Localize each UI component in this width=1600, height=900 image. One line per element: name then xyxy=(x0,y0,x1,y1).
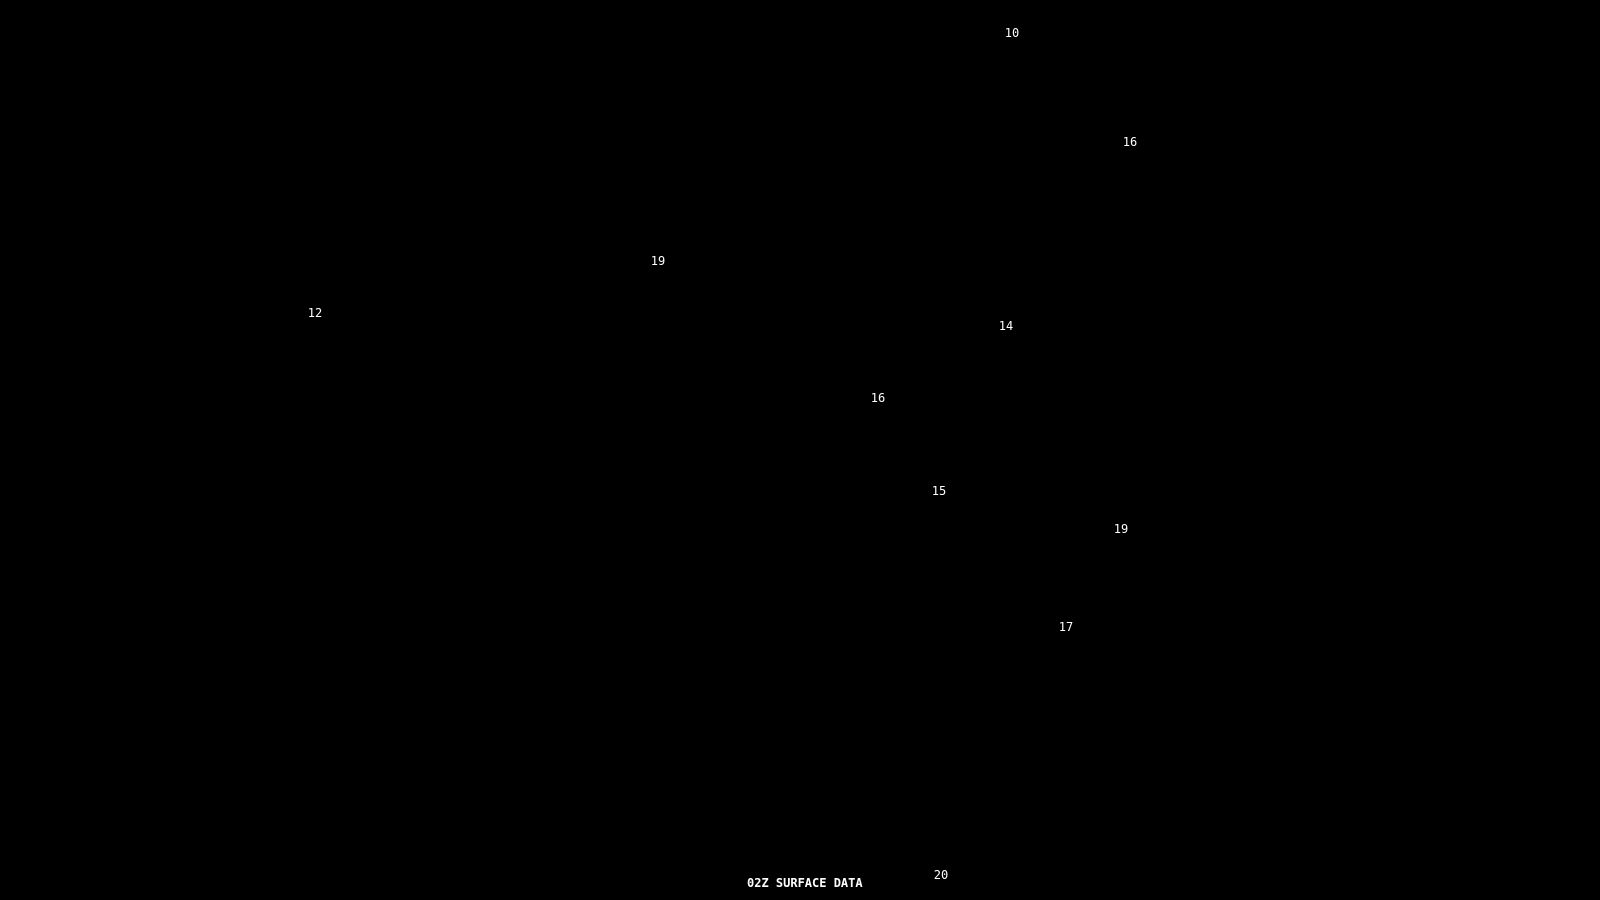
station-value: 15 xyxy=(931,484,947,498)
plot-title: 02Z SURFACE DATA xyxy=(747,876,863,890)
station-value: 14 xyxy=(998,319,1014,333)
station-value: 10 xyxy=(1004,26,1020,40)
station-value: 12 xyxy=(307,306,323,320)
station-value: 20 xyxy=(933,868,949,882)
station-value: 17 xyxy=(1058,620,1074,634)
station-value: 19 xyxy=(1113,522,1129,536)
station-value: 16 xyxy=(870,391,886,405)
station-value: 19 xyxy=(650,254,666,268)
station-value: 16 xyxy=(1122,135,1138,149)
